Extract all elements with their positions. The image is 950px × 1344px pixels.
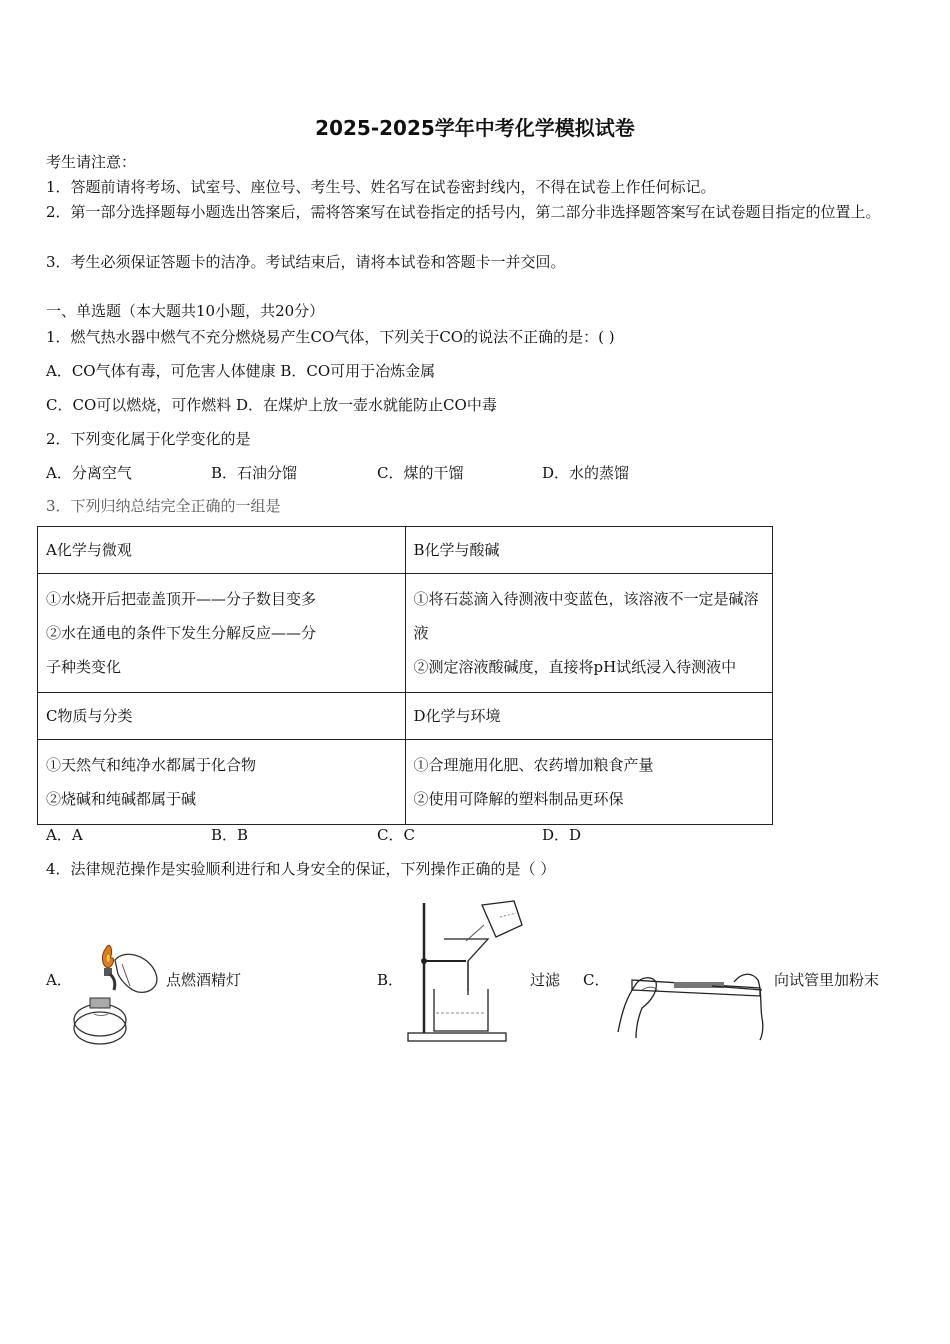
q4-option-b-text: 过滤 bbox=[530, 971, 561, 989]
q1-stem: 1．燃气热水器中燃气不充分燃烧易产生CO气体，下列关于CO的说法不正确的是：( ) bbox=[46, 328, 615, 346]
q3-option-d: D．D bbox=[542, 826, 582, 844]
q2-option-d: D．水的蒸馏 bbox=[542, 464, 630, 482]
cell-c-head: C物质与分类 bbox=[38, 693, 406, 740]
q3-option-c: C．C bbox=[377, 826, 415, 844]
cell-d-line-2: ②使用可降解的塑料制品更环保 bbox=[413, 790, 624, 808]
q2-stem: 2．下列变化属于化学变化的是 bbox=[46, 430, 251, 448]
cell-c-line-2: ②烧碱和纯碱都属于碱 bbox=[46, 790, 197, 808]
q4-option-c-letter: C． bbox=[583, 971, 610, 989]
notice-item-3: 3．考生必须保证答题卡的洁净。考试结束后，请将本试卷和答题卡一并交回。 bbox=[46, 253, 566, 271]
notice-item-2: 2．第一部分选择题每小题选出答案后，需将答案写在试卷指定的括号内，第二部分非选择题答案写在试卷题目指定的位置上。 bbox=[46, 203, 881, 221]
cell-b-body bbox=[405, 574, 773, 693]
cell-a-line-1: ①水烧开后把壶盖顶开——分子数目变多 bbox=[46, 590, 317, 608]
q2-options bbox=[46, 462, 846, 484]
q2-option-a: A．分离空气 bbox=[46, 464, 132, 482]
q4-option-a-letter: A． bbox=[46, 971, 72, 989]
cell-c-line-1: ①天然气和纯净水都属于化合物 bbox=[46, 756, 257, 774]
powder-test-tube-icon bbox=[612, 962, 772, 1042]
q3-options bbox=[46, 824, 846, 846]
cell-b-line-2: 液 bbox=[413, 624, 429, 642]
cell-d-body bbox=[405, 740, 773, 825]
q3-stem: 3．下列归纳总结完全正确的一组是 bbox=[46, 497, 281, 515]
cell-b-line-3: ②测定溶液酸碱度，直接将pH试纸浸入待测液中 bbox=[413, 658, 737, 676]
q2-option-c: C．煤的干馏 bbox=[377, 464, 464, 482]
q2-option-b: B．石油分馏 bbox=[211, 464, 298, 482]
q4-option-b-letter: B． bbox=[377, 971, 404, 989]
cell-d-line-1: ①合理施用化肥、农药增加粮食产量 bbox=[413, 756, 654, 774]
cell-b-line-1: ①将石蕊滴入待测液中变蓝色，该溶液不一定是碱溶 bbox=[413, 590, 759, 608]
q3-option-b: B．B bbox=[211, 826, 249, 844]
lamp-lighting-icon bbox=[70, 938, 170, 1050]
filtration-apparatus-icon bbox=[404, 895, 528, 1047]
q1-options-row1: A．CO气体有毒，可危害人体健康 B．CO可用于冶炼金属 bbox=[46, 362, 436, 380]
q3-option-a: A．A bbox=[46, 826, 83, 844]
cell-a-head: A化学与微观 bbox=[38, 527, 406, 574]
q3-summary-table bbox=[37, 526, 773, 825]
notice-heading: 考生请注意： bbox=[46, 153, 137, 171]
cell-a-line-2: ②水在通电的条件下发生分解反应——分 bbox=[46, 624, 317, 642]
cell-d-head: D化学与环境 bbox=[405, 693, 773, 740]
q4-stem: 4．法律规范操作是实验顺利进行和人身安全的保证，下列操作正确的是（ ） bbox=[46, 860, 556, 878]
cell-c-body bbox=[38, 740, 406, 825]
page-title: 2025-2025学年中考化学模拟试卷 bbox=[315, 116, 635, 140]
q4-option-a-text: 点燃酒精灯 bbox=[166, 971, 242, 989]
q4-option-c-text: 向试管里加粉末 bbox=[774, 971, 880, 989]
cell-a-body bbox=[38, 574, 406, 693]
cell-b-head: B化学与酸碱 bbox=[405, 527, 773, 574]
cell-a-line-3: 子种类变化 bbox=[46, 658, 122, 676]
q1-options-row2: C．CO可以燃烧，可作燃料 D．在煤炉上放一壶水就能防止CO中毒 bbox=[46, 396, 497, 414]
section-heading: 一、单选题（本大题共10小题，共20分） bbox=[46, 302, 325, 320]
notice-item-1: 1．答题前请将考场、试室号、座位号、考生号、姓名写在试卷密封线内，不得在试卷上作任何标记。 bbox=[46, 178, 716, 196]
